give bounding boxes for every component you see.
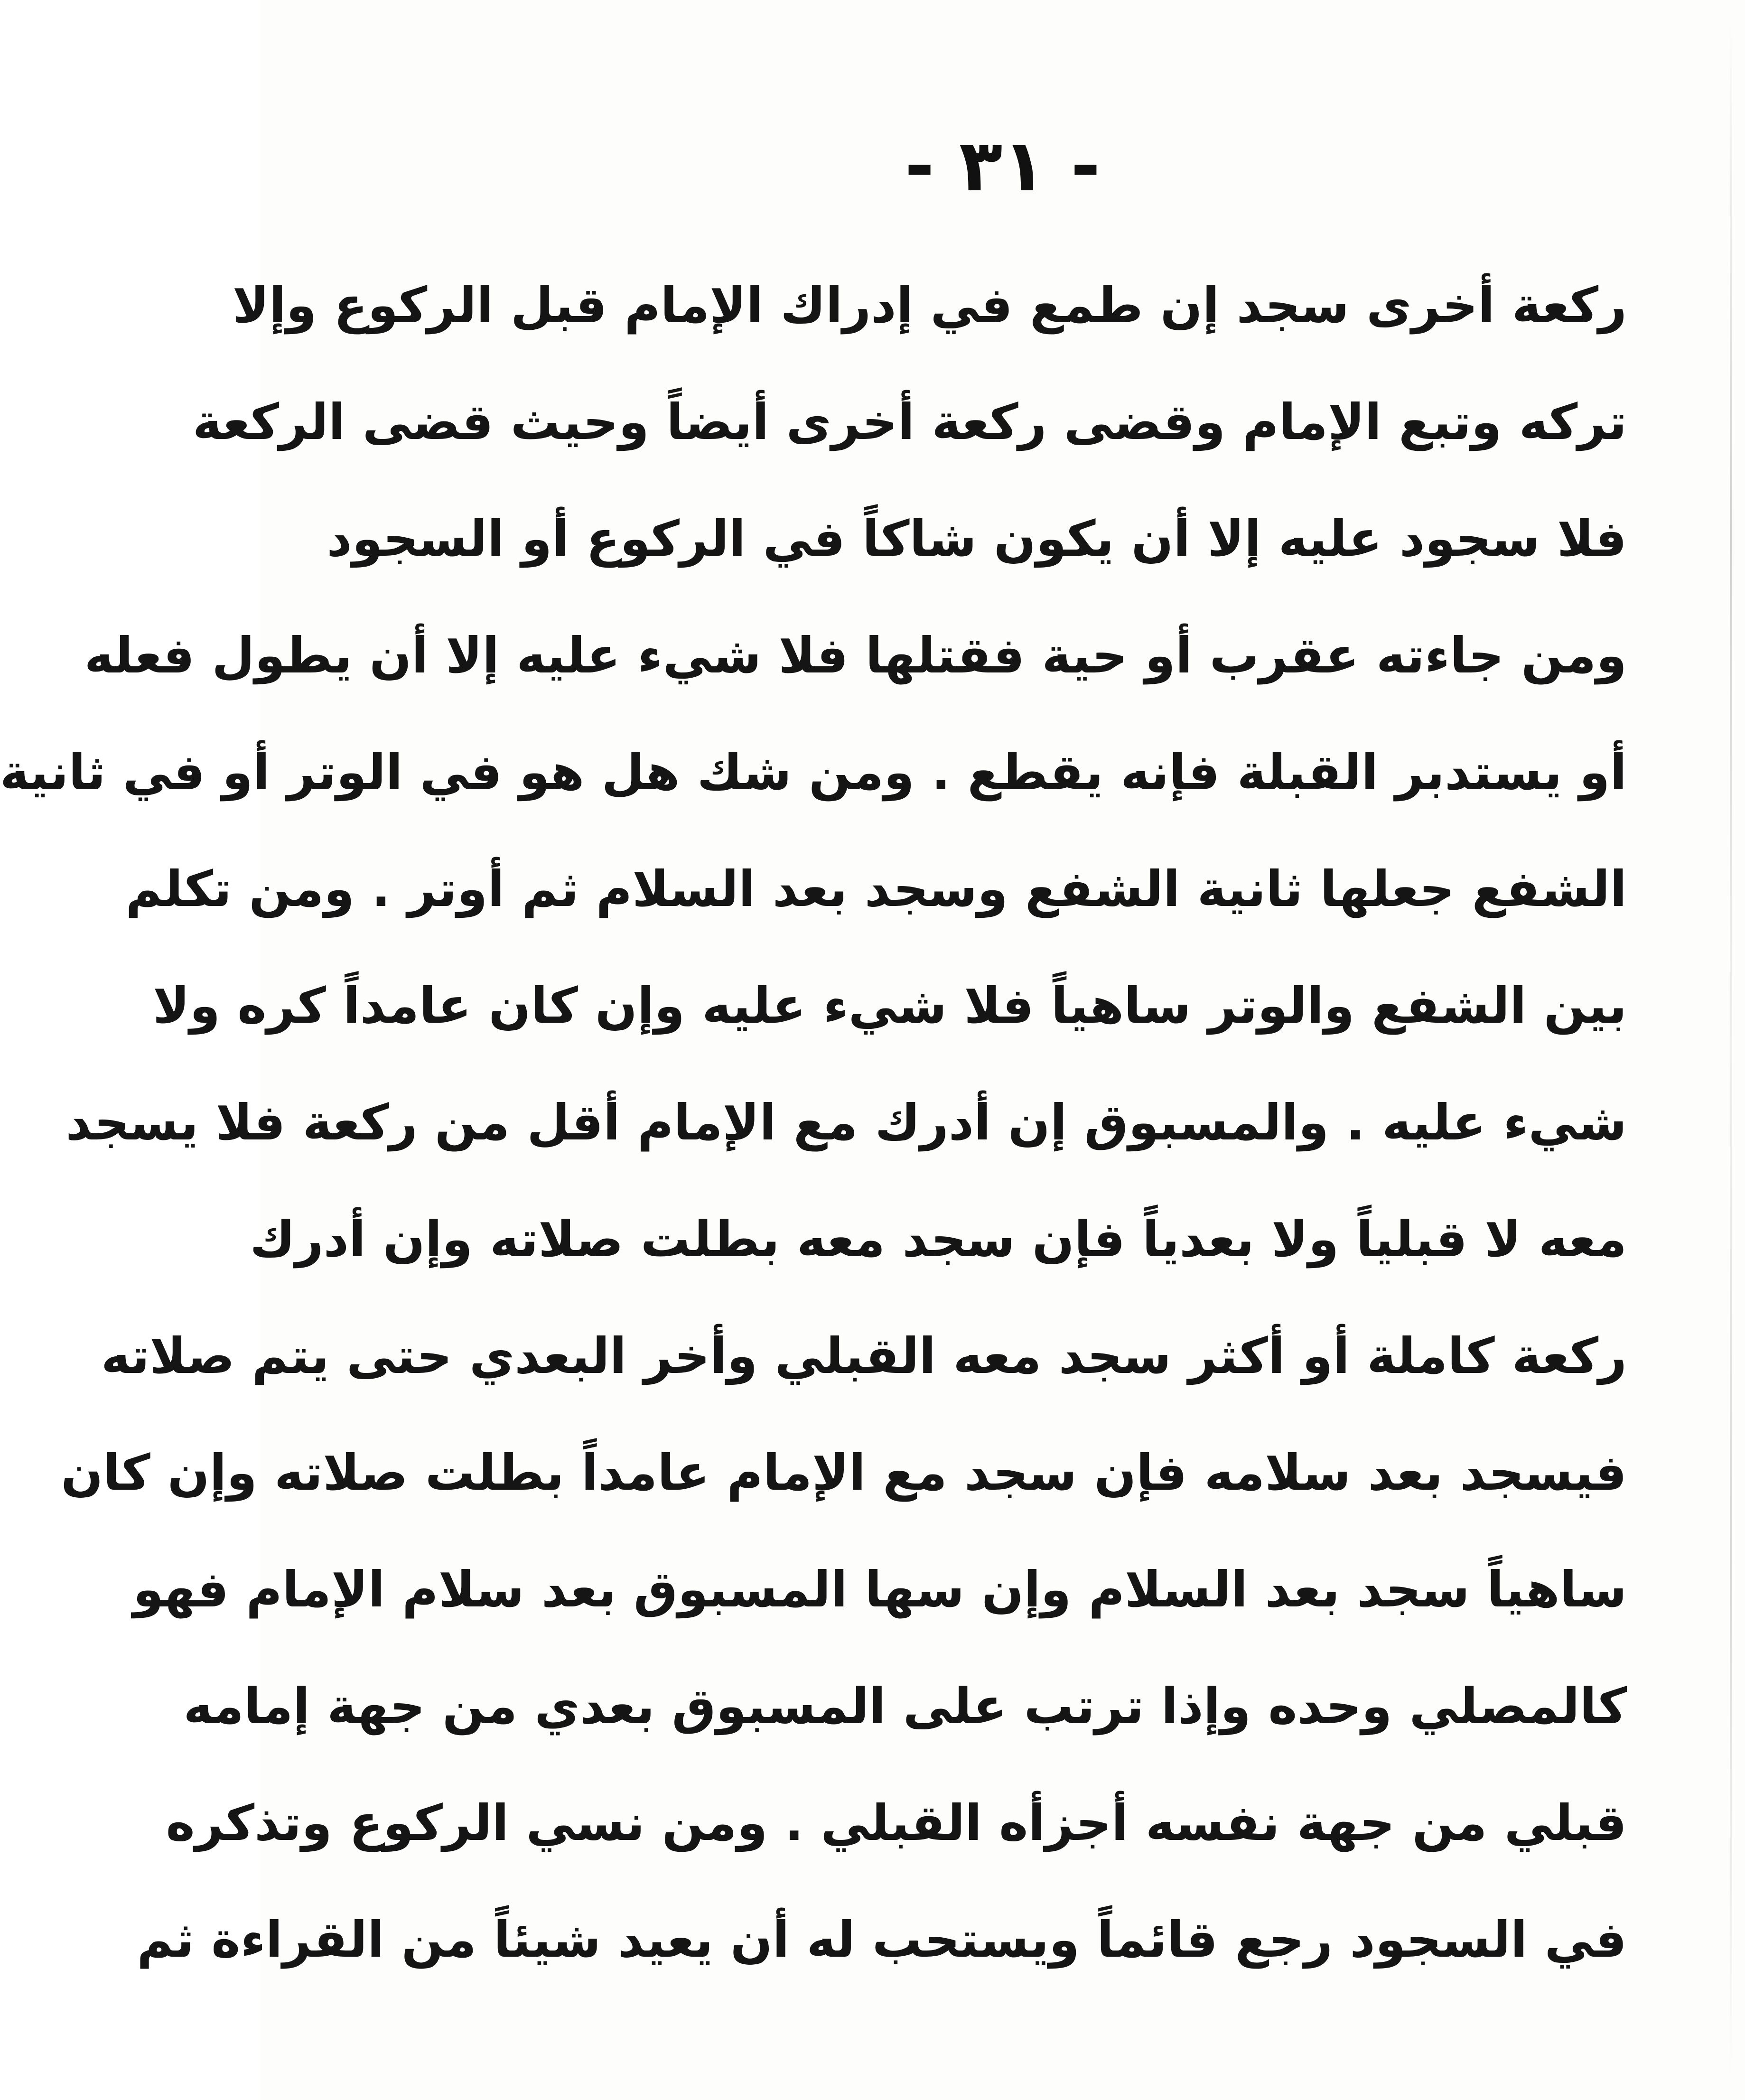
text-line: ومن جاءته عقرب أو حية فقتلها فلا شيء عليه إلا أن يطول فعله (84, 626, 1627, 684)
text-line: معه لا قبلياً ولا بعدياً فإن سجد معه بطلت صلاته وإن أدرك (250, 1210, 1627, 1268)
text-line: الشفع جعلها ثانية الشفع وسجد بعد السلام ثم أوتر . ومن تكلم (125, 860, 1627, 918)
page-number: - ٣١ - (905, 125, 1101, 207)
text-line: تركه وتبع الإمام وقضى ركعة أخرى أيضاً وحيث قضى الركعة (192, 393, 1627, 451)
text-line: كالمصلي وحده وإذا ترتب على المسبوق بعدي من جهة إمامه (183, 1677, 1627, 1735)
text-line: في السجود رجع قائماً ويستحب له أن يعيد شيئاً من القراءة ثم (137, 1911, 1627, 1969)
page-edge-shadow (1730, 19, 1732, 2079)
text-line: ركعة كاملة أو أكثر سجد معه القبلي وأخر البعدي حتى يتم صلاته (101, 1327, 1627, 1385)
text-line: بين الشفع والوتر ساهياً فلا شيء عليه وإن كان عامداً كره ولا (153, 977, 1627, 1035)
text-line: أو يستدبر القبلة فإنه يقطع . ومن شك هل هو في الوتر أو في ثانية (0, 743, 1627, 801)
text-line: فلا سجود عليه إلا أن يكون شاكاً في الركوع أو السجود (327, 510, 1627, 568)
text-line: ساهياً سجد بعد السلام وإن سها المسبوق بعد سلام الإمام فهو (133, 1560, 1627, 1618)
text-line: شيء عليه . والمسبوق إن أدرك مع الإمام أقل من ركعة فلا يسجد (65, 1093, 1627, 1151)
text-line: قبلي من جهة نفسه أجزأه القبلي . ومن نسي الركوع وتذكره (166, 1794, 1627, 1852)
page-text-body (0, 247, 1627, 1998)
text-line: فيسجد بعد سلامه فإن سجد مع الإمام عامداً بطلت صلاته وإن كان (61, 1444, 1627, 1502)
text-line: ركعة أخرى سجد إن طمع في إدراك الإمام قبل الركوع وإلا (232, 276, 1627, 334)
